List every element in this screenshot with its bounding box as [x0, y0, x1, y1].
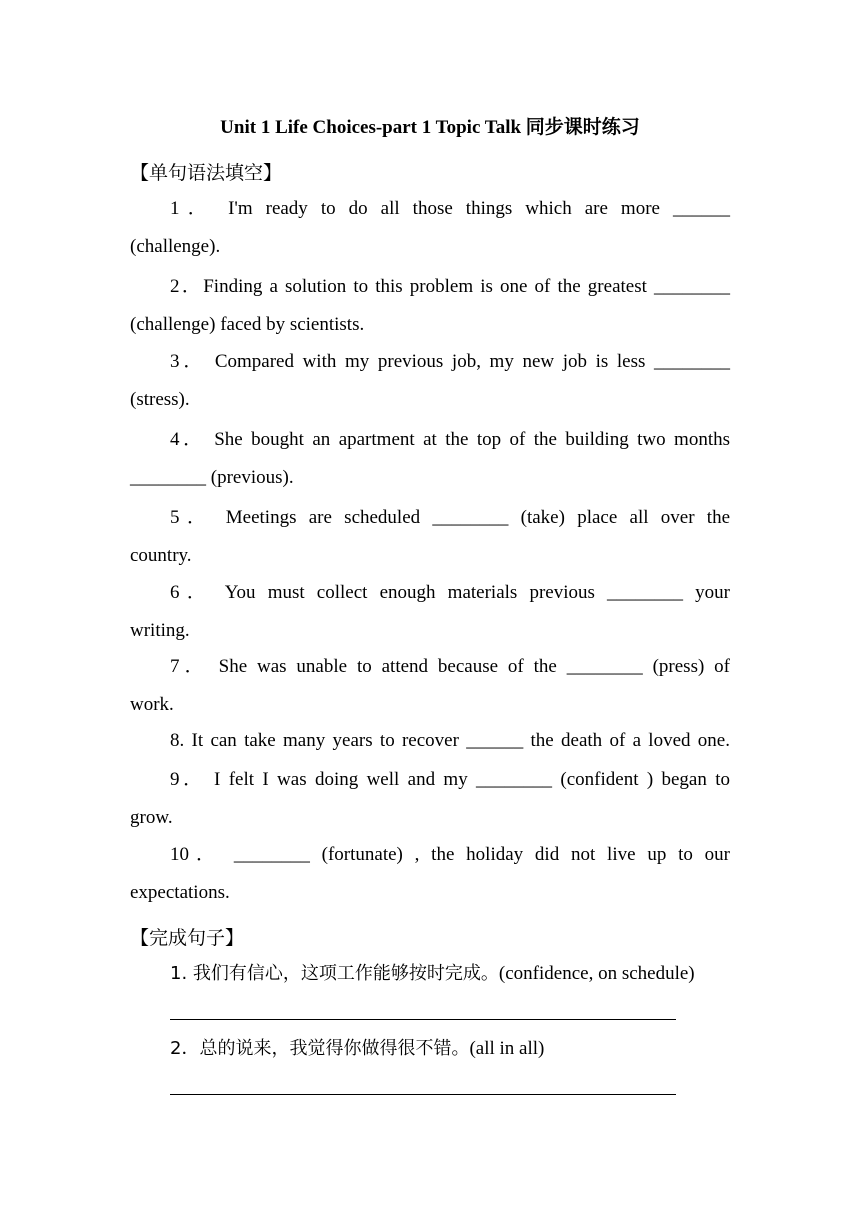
- question-1-line1: 1． I'm ready to do all those things which are more ______: [170, 198, 730, 219]
- question-9: [130, 761, 730, 837]
- answer-line-2[interactable]: [170, 1094, 676, 1095]
- question-4: [130, 421, 730, 497]
- sentence-2-prompt: [130, 1030, 730, 1068]
- question-7-line1: 7． She was unable to attend because of the ________ (press) of: [170, 656, 730, 677]
- page-title: Unit 1 Life Choices-part 1 Topic Talk 同步课时练习: [220, 117, 640, 138]
- question-4-line2: ________ (previous).: [130, 467, 294, 488]
- question-4-line1: 4． She bought an apartment at the top of the building two months: [170, 429, 730, 450]
- question-5-line1: 5． Meetings are scheduled ________ (take) place all over the: [170, 507, 730, 528]
- question-7-line2: work.: [130, 694, 174, 715]
- question-6: [130, 574, 730, 650]
- section-heading-grammar: 【单句语法填空】: [130, 162, 283, 184]
- question-6-line2: writing.: [130, 620, 190, 641]
- question-5: [130, 499, 730, 575]
- sentence-1-chinese: 1. 我们有信心，这项工作能够按时完成。: [170, 963, 499, 984]
- question-3-line1: 3． Compared with my previous job, my new job is less ________: [170, 351, 730, 372]
- question-1: [130, 190, 730, 266]
- question-10-line1: 10． ________ (fortunate) , the holiday did not live up to our: [170, 844, 730, 865]
- answer-line-1[interactable]: [170, 1019, 676, 1020]
- question-9-line1: 9． I felt I was doing well and my ________ (confident ) began to: [170, 769, 730, 790]
- question-8: [130, 722, 730, 760]
- question-3-line2: (stress).: [130, 389, 190, 410]
- question-10-line2: expectations.: [130, 882, 230, 903]
- question-2-line1: 2．Finding a solution to this problem is one of the greatest ________: [170, 276, 730, 297]
- question-5-line2: country.: [130, 545, 192, 566]
- question-3: [130, 343, 730, 419]
- question-9-line2: grow.: [130, 807, 173, 828]
- section-heading-sentences: 【完成句子】: [130, 927, 245, 949]
- question-6-line1: 6． You must collect enough materials previous ________ your: [170, 582, 730, 603]
- sentence-2-chinese: 2．总的说来，我觉得你做得很不错。: [170, 1038, 470, 1059]
- question-2-line2: (challenge) faced by scientists.: [130, 314, 365, 335]
- question-2: [130, 268, 730, 344]
- question-10: [130, 836, 730, 912]
- question-7: [130, 648, 730, 724]
- sentence-1-hint: (confidence, on schedule): [498, 963, 695, 984]
- sentence-2: [130, 1030, 730, 1068]
- question-1-line2: (challenge).: [130, 236, 221, 257]
- sentence-1: [130, 955, 730, 993]
- question-8-line1: 8. It can take many years to recover ______ the death of a loved one.: [170, 730, 730, 751]
- sentence-1-prompt: [130, 955, 730, 993]
- sentence-2-hint: (all in all): [469, 1038, 545, 1059]
